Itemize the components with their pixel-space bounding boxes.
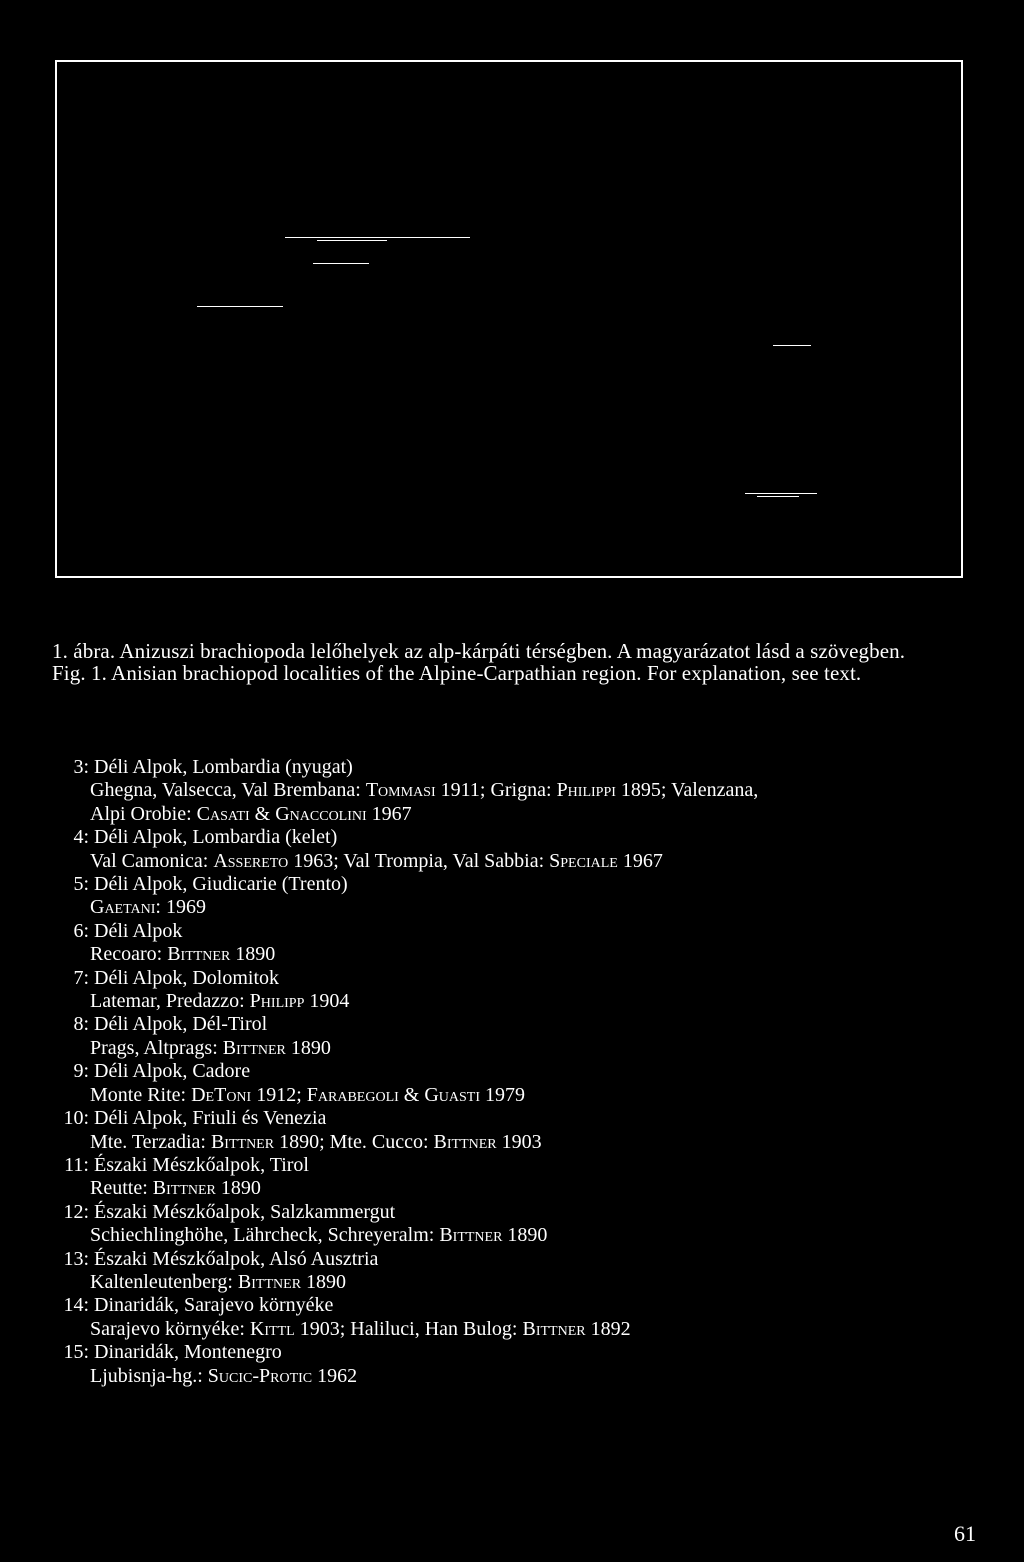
reference-text: Recoaro: (90, 943, 168, 966)
locality-region: Dinaridák, Montenegro (94, 1341, 282, 1364)
author-name: Gaetani (90, 896, 156, 919)
reference-text: 1963; Val Trompia, Val Sabbia: (288, 849, 550, 872)
author-name: Bittner (222, 1036, 286, 1059)
author-name: Tommasi (365, 779, 436, 802)
author-name: Philipp (249, 990, 305, 1013)
map-mark (285, 237, 470, 238)
locality-reference (55, 1271, 975, 1294)
locality-region: Déli Alpok, Dél-Tirol (94, 1013, 268, 1036)
reference-text: Monte Rite: (90, 1083, 192, 1106)
reference-text: Ghegna, Valsecca, Val Brembana: (90, 779, 366, 802)
locality-heading (55, 756, 975, 779)
reference-text: 1912; (251, 1083, 307, 1106)
reference-text: Alpi Orobie: (90, 802, 197, 825)
map-mark (773, 345, 811, 346)
author-name: Philippi (556, 779, 616, 802)
locality-heading (55, 1294, 975, 1317)
locality-number: 12: (63, 1200, 89, 1223)
locality-number: 7: (73, 966, 89, 989)
locality-heading (55, 1013, 975, 1036)
reference-text: 1895; Valenzana, (615, 779, 759, 802)
locality-region: Északi Mészkőalpok, Tirol (94, 1153, 309, 1176)
reference-text: 1911; Grigna: (435, 779, 557, 802)
author-name: Casati (196, 802, 250, 825)
locality-item (55, 756, 975, 826)
reference-text: Val Camonica: (90, 849, 214, 872)
locality-item (55, 1248, 975, 1295)
author-name: Bittner (522, 1317, 586, 1340)
locality-item (55, 1294, 975, 1341)
reference-text: 1890 (502, 1224, 548, 1247)
caption-english: Fig. 1. Anisian brachiopod localities of the Alpine-Carpathian region. For explanation, see text. (52, 661, 862, 685)
locality-item (55, 1107, 975, 1154)
locality-heading (55, 1107, 975, 1130)
reference-text: 1890 (215, 1177, 261, 1200)
author-name: Assereto (213, 849, 289, 872)
caption-hungarian: 1. ábra. Anizuszi brachiopoda lelőhelyek az alp-kárpáti térségben. A magyarázatot lásd a szövegben. (52, 639, 906, 663)
locality-reference (55, 896, 975, 919)
locality-item (55, 826, 975, 873)
reference-text: Reutte: (90, 1177, 153, 1200)
locality-heading (55, 826, 975, 849)
locality-item (55, 1060, 975, 1107)
locality-reference (55, 779, 975, 802)
locality-region: Déli Alpok, Giudicarie (Trento) (94, 873, 348, 896)
locality-heading (55, 1201, 975, 1224)
reference-text: 1890; Mte. Cucco: (274, 1130, 434, 1153)
reference-text: 1890 (301, 1270, 347, 1293)
locality-list (55, 756, 975, 1388)
locality-heading (55, 967, 975, 990)
author-name: Bittner (167, 943, 231, 966)
locality-reference (55, 1224, 975, 1247)
reference-text: Schiechlinghöhe, Lährcheck, Schreyeralm: (90, 1224, 440, 1247)
locality-heading (55, 920, 975, 943)
locality-reference (55, 1037, 975, 1060)
locality-region: Északi Mészkőalpok, Alsó Ausztria (94, 1247, 379, 1270)
author-name: Farabegoli (306, 1083, 399, 1106)
reference-text: Mte. Terzadia: (90, 1130, 211, 1153)
locality-item (55, 967, 975, 1014)
locality-heading (55, 1154, 975, 1177)
author-name: Bittner (439, 1224, 503, 1247)
author-name: DeToni (191, 1083, 252, 1106)
reference-text: 1890 (285, 1036, 331, 1059)
author-name: Speciale (549, 849, 618, 872)
locality-number: 6: (73, 919, 89, 942)
map-mark (757, 496, 799, 497)
locality-number: 11: (64, 1153, 89, 1176)
locality-region: Déli Alpok (94, 919, 183, 942)
reference-text: Sarajevo környéke: (90, 1317, 250, 1340)
locality-reference (55, 1177, 975, 1200)
reference-text: 1967 (366, 802, 412, 825)
reference-text: Kaltenleutenberg: (90, 1270, 238, 1293)
locality-reference (55, 990, 975, 1013)
locality-item (55, 873, 975, 920)
locality-region: Déli Alpok, Lombardia (nyugat) (94, 756, 353, 778)
locality-reference (55, 1084, 975, 1107)
author-name: Guasti (424, 1083, 481, 1106)
locality-number: 4: (73, 826, 89, 849)
locality-number: 13: (63, 1247, 89, 1270)
reference-text: 1962 (312, 1364, 358, 1387)
author-name: Sucic-Protic (207, 1364, 313, 1387)
reference-text: 1892 (585, 1317, 631, 1340)
reference-text: Latemar, Predazzo: (90, 990, 250, 1013)
locality-number: 10: (63, 1107, 89, 1130)
reference-text: 1979 (480, 1083, 526, 1106)
reference-text: Ljubisnja-hg.: (90, 1364, 208, 1387)
locality-region: Északi Mészkőalpok, Salzkammergut (94, 1200, 396, 1223)
locality-number: 15: (63, 1341, 89, 1364)
map-mark (745, 493, 817, 494)
locality-region: Déli Alpok, Cadore (94, 1060, 251, 1083)
figure-caption (52, 640, 964, 684)
locality-number: 3: (73, 756, 89, 778)
locality-heading (55, 1341, 975, 1364)
author-name: Bittner (433, 1130, 497, 1153)
locality-reference (55, 1365, 975, 1388)
reference-text: 1967 (617, 849, 663, 872)
author-name: Bittner (210, 1130, 275, 1153)
map-mark (313, 263, 369, 264)
reference-text: : 1969 (155, 896, 206, 919)
locality-region: Déli Alpok, Friuli és Venezia (94, 1107, 327, 1130)
locality-number: 9: (73, 1060, 89, 1083)
reference-text: & (398, 1083, 425, 1106)
locality-heading (55, 1248, 975, 1271)
locality-reference (55, 803, 975, 826)
author-name: Gnaccolini (275, 802, 367, 825)
reference-text: & (249, 802, 276, 825)
locality-number: 14: (63, 1294, 89, 1317)
author-name: Kittl (249, 1317, 295, 1340)
locality-reference (55, 850, 975, 873)
locality-number: 8: (73, 1013, 89, 1036)
locality-item (55, 1201, 975, 1248)
locality-number: 5: (73, 873, 89, 896)
locality-reference (55, 1131, 975, 1154)
locality-item (55, 920, 975, 967)
map-mark (317, 240, 387, 241)
locality-region: Déli Alpok, Dolomitok (94, 966, 279, 989)
locality-region: Déli Alpok, Lombardia (kelet) (94, 826, 338, 849)
locality-item (55, 1341, 975, 1388)
reference-text: 1903; Haliluci, Han Bulog: (294, 1317, 523, 1340)
reference-text: 1903 (496, 1130, 542, 1153)
page-number: 61 (954, 1521, 976, 1546)
reference-text: 1904 (304, 990, 350, 1013)
locality-heading (55, 873, 975, 896)
locality-item (55, 1154, 975, 1201)
map-mark (197, 306, 283, 307)
figure-map-frame (55, 60, 963, 578)
author-name: Bittner (152, 1177, 216, 1200)
reference-text: Prags, Altprags: (90, 1036, 223, 1059)
reference-text: 1890 (230, 943, 276, 966)
locality-reference (55, 943, 975, 966)
locality-region: Dinaridák, Sarajevo környéke (94, 1294, 334, 1317)
author-name: Bittner (237, 1270, 302, 1293)
locality-item (55, 1013, 975, 1060)
locality-reference (55, 1318, 975, 1341)
locality-heading (55, 1060, 975, 1083)
